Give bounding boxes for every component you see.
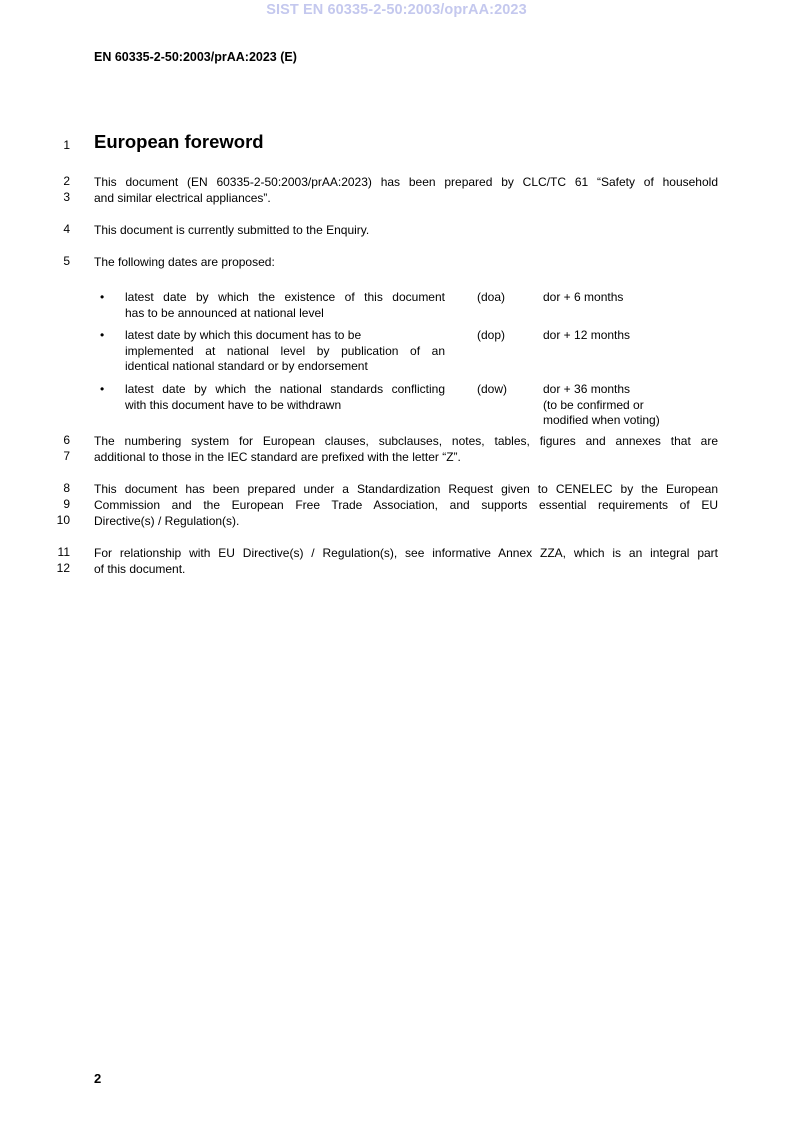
paragraph-relationship — [94, 545, 718, 577]
document-identifier: EN 60335-2-50:2003/prAA:2023 (E) — [94, 50, 297, 64]
paragraph-standardization-request — [94, 481, 718, 529]
text-line: has to be announced at national level — [125, 305, 324, 320]
line-number: 4 — [63, 222, 70, 236]
text-line: dor + 12 months — [543, 328, 631, 342]
date-description — [125, 328, 445, 375]
text-line: dor + 6 months — [543, 290, 624, 304]
text-line: This document has been prepared under a Standardization Request given to CENELEC by the European — [94, 482, 718, 496]
text-line: with this document have to be withdrawn — [125, 397, 342, 412]
text-line: latest date by which the existence of this document — [125, 290, 445, 304]
bullet: • — [100, 382, 105, 396]
date-value — [543, 290, 713, 306]
paragraph-enquiry: This document is currently submitted to the Enquiry. — [94, 223, 370, 237]
text-line: This document (EN 60335-2-50:2003/prAA:2023) has been prepared by CLC/TC 61 “Safety of household — [94, 175, 718, 189]
line-number: 7 — [63, 449, 70, 463]
line-number: 3 — [63, 190, 70, 204]
page-number: 2 — [94, 1071, 102, 1086]
line-number: 2 — [63, 174, 70, 188]
text-line: (to be confirmed or — [543, 397, 644, 412]
line-number: 6 — [63, 433, 70, 447]
text-line: latest date by which this document has to be — [125, 328, 362, 342]
date-description — [125, 382, 445, 413]
text-line: of this document. — [94, 562, 186, 576]
text-line: latest date by which the national standards conflicting — [125, 382, 445, 396]
line-number: 11 — [57, 545, 70, 559]
line-number: 9 — [63, 497, 70, 511]
text-line: The numbering system for European clauses, subclauses, notes, tables, figures and annexes that are — [94, 434, 718, 448]
text-line: identical national standard or by endorsement — [125, 359, 368, 373]
bullet: • — [100, 328, 105, 342]
date-value — [543, 328, 713, 344]
line-number: 10 — [56, 513, 70, 527]
text-line: and similar electrical appliances”. — [94, 191, 271, 205]
paragraph-numbering — [94, 433, 718, 465]
text-line: additional to those in the IEC standard are prefixed with the letter “Z”. — [94, 450, 461, 464]
text-line: Commission and the European Free Trade Association, and supports essential requirements of EU — [94, 498, 718, 512]
line-number: 8 — [63, 481, 70, 495]
text-line: Directive(s) / Regulation(s). — [94, 514, 240, 528]
bullet: • — [100, 290, 105, 304]
line-number: 1 — [63, 138, 70, 152]
date-description — [125, 290, 445, 321]
date-abbreviation: (dop) — [477, 328, 506, 342]
text-line: For relationship with EU Directive(s) / Regulation(s), see informative Annex ZZA, which is an integral part — [94, 546, 718, 560]
date-abbreviation: (doa) — [477, 290, 506, 304]
watermark: SIST EN 60335-2-50:2003/oprAA:2023 — [266, 2, 527, 18]
text-line: implemented at national level by publication of an — [125, 343, 445, 358]
paragraph-committee — [94, 174, 718, 206]
section-heading: European foreword — [94, 131, 264, 152]
date-abbreviation: (dow) — [477, 382, 508, 396]
line-number: 12 — [56, 561, 70, 575]
date-value — [543, 382, 713, 429]
paragraph-dates-intro: The following dates are proposed: — [94, 255, 275, 269]
text-line: modified when voting) — [543, 413, 660, 427]
line-number: 5 — [63, 254, 70, 268]
text-line: dor + 36 months — [543, 382, 631, 396]
